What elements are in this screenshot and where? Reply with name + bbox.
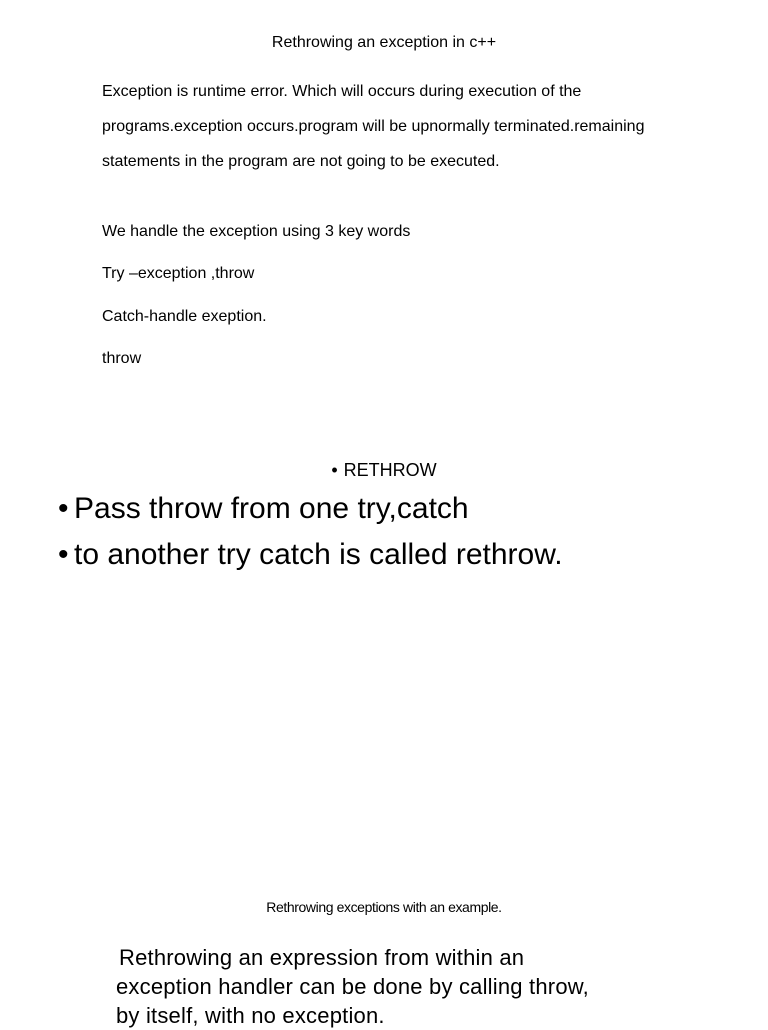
keywords-line: We handle the exception using 3 key words (102, 223, 411, 240)
rethrow-point (58, 492, 469, 526)
page-title: Rethrowing an exception in c++ (271, 34, 497, 51)
throw-line: throw (102, 350, 142, 367)
rethrow-point (58, 538, 563, 572)
rethrow-heading-text: RETHROW (343, 460, 437, 480)
example-body (116, 943, 589, 1030)
try-line: Try –exception ,throw (102, 265, 255, 282)
rethrow-heading (0, 460, 768, 481)
bullet-icon: • (331, 460, 338, 480)
bullet-icon: • (58, 492, 69, 525)
example-line: exception handler can be done by calling throw, (116, 974, 589, 999)
example-line: by itself, with no exception. (116, 1003, 385, 1028)
intro-paragraph: Exception is runtime error. Which will occurs during execution of the programs.exception occurs.program will be upnormally terminated.remaining statements in the program are not going to be executed. (102, 83, 645, 170)
example-line: Rethrowing an expression from within an (119, 945, 525, 970)
example-title: Rethrowing exceptions with an example. (266, 899, 502, 915)
catch-line: Catch-handle exeption. (102, 308, 267, 325)
bullet-icon: • (58, 538, 69, 571)
rethrow-point-text: Pass throw from one try,catch (74, 492, 469, 525)
rethrow-point-text: to another try catch is called rethrow. (74, 538, 563, 571)
